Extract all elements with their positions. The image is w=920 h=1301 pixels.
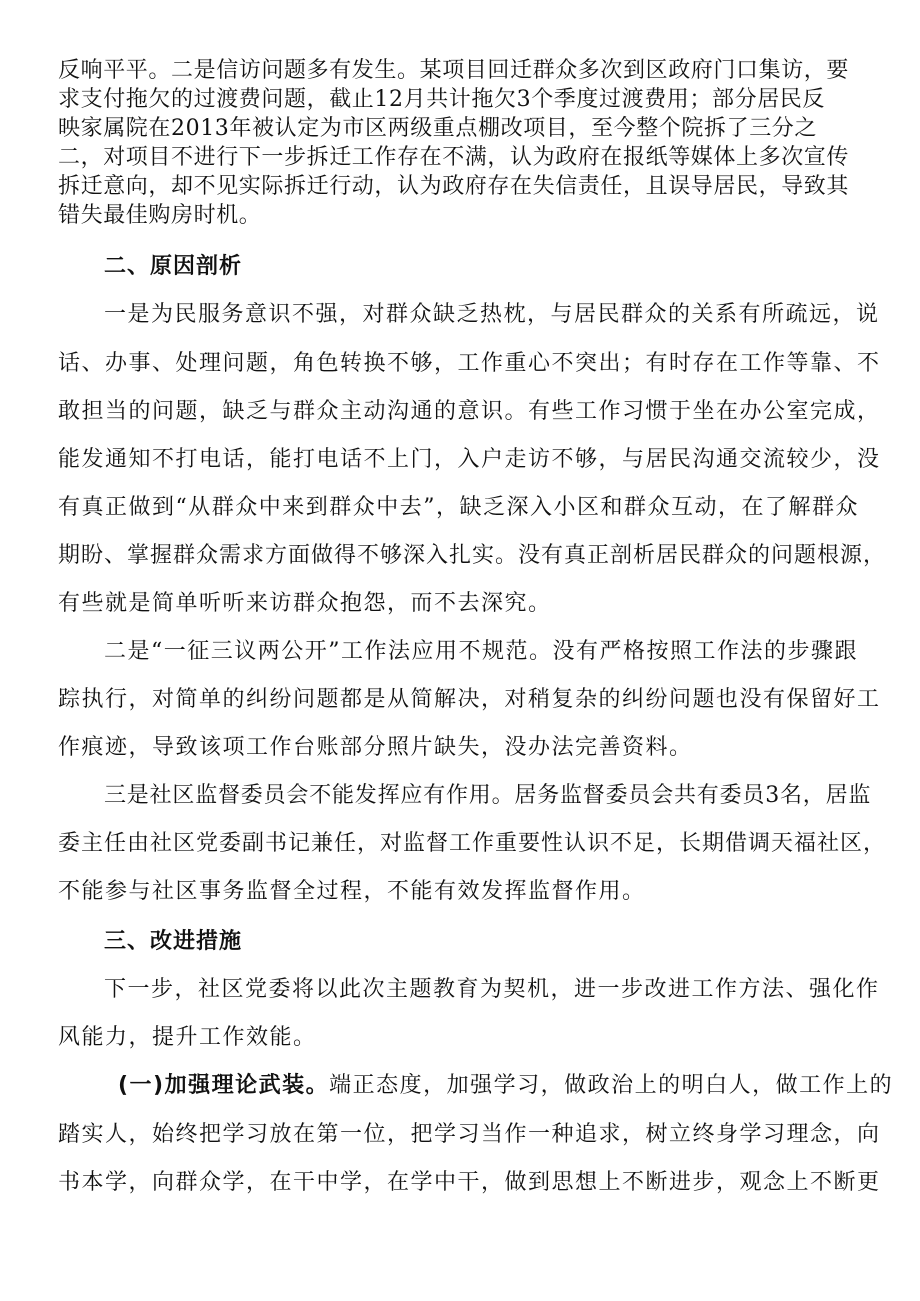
measure1-first-line (118, 1071, 893, 1101)
measure1-line-2: 踏实人，始终把学习放在第一位，把学习当作一种追求，树立终身学习理念，向 (58, 1122, 881, 1147)
intro-line-1: 反响平平。二是信访问题多有发生。某项目回迁群众多次到区政府门口集访，要 (58, 58, 850, 83)
reason1-line-1: 一是为民服务意识不强，对群众缺乏热枕，与居民群众的关系有所疏远，说 (104, 302, 880, 327)
reason1-line-7: 有些就是简单听听来访群众抱怨，而不去深究。 (58, 591, 552, 616)
measures-line-1: 下一步，社区党委将以此次主题教育为契机，进一步改进工作方法、强化作 (104, 977, 880, 1002)
intro-line-2: 求支付拖欠的过渡费问题，截止12月共计拖欠3个季度过渡费用；部分居民反 (58, 87, 825, 112)
reason1-line-5: 有真正做到“从群众中来到群众中去”，缺乏深入小区和群众互动，在了解群众 (58, 495, 859, 520)
reason2-line-1: 二是“一征三议两公开”工作法应用不规范。没有严格按照工作法的步骤跟 (104, 639, 858, 664)
reason2-line-2: 踪执行，对简单的纠纷问题都是从简解决，对稍复杂的纠纷问题也没有保留好工 (58, 687, 881, 712)
measure1-title: (一)加强理论武装。 (118, 1073, 330, 1098)
intro-line-5: 拆迁意向，却不见实际拆迁行动，认为政府存在失信责任，且误导居民，导致其 (58, 174, 850, 199)
measure1-line-3: 书本学，向群众学，在干中学，在学中干，做到思想上不断进步，观念上不断更 (58, 1170, 881, 1195)
measures-line-2: 风能力，提升工作效能。 (58, 1025, 317, 1050)
intro-line-3: 映家属院在2013年被认定为市区两级重点棚改项目，至今整个院拆了三分之 (58, 116, 817, 141)
intro-line-4: 二，对项目不进行下一步拆迁工作存在不满，认为政府在报纸等媒体上多次宣传 (58, 145, 850, 170)
reason3-line-3: 不能参与社区事务监督全过程，不能有效发挥监督作用。 (58, 879, 646, 904)
reason1-line-6: 期盼、掌握群众需求方面做得不够深入扎实。没有真正剖析居民群众的问题根源， (58, 543, 887, 568)
reason3-line-1: 三是社区监督委员会不能发挥应有作用。居务监督委员会共有委员3名，居监 (104, 783, 872, 808)
reason1-line-2: 话、办事、处理问题，角色转换不够，工作重心不突出；有时存在工作等靠、不 (58, 351, 881, 376)
reason3-line-2: 委主任由社区党委副书记兼任，对监督工作重要性认识不足，长期借调天福社区， (58, 831, 887, 856)
reason1-line-3: 敢担当的问题，缺乏与群众主动沟通的意识。有些工作习惯于坐在办公室完成， (58, 399, 881, 424)
reason1-line-4: 能发通知不打电话，能打电话不上门，入户走访不够，与居民沟通交流较少，没 (58, 447, 881, 472)
section-heading-reasons: 二、原因剖析 (104, 254, 243, 279)
reason2-line-3: 作痕迹，导致该项工作台账部分照片缺失，没办法完善资料。 (58, 735, 693, 760)
section-heading-measures: 三、改进措施 (104, 929, 243, 954)
intro-line-6: 错失最佳购房时机。 (58, 203, 262, 228)
measure1-first-line-text: 端正态度，加强学习，做政治上的明白人，做工作上的 (329, 1073, 894, 1098)
